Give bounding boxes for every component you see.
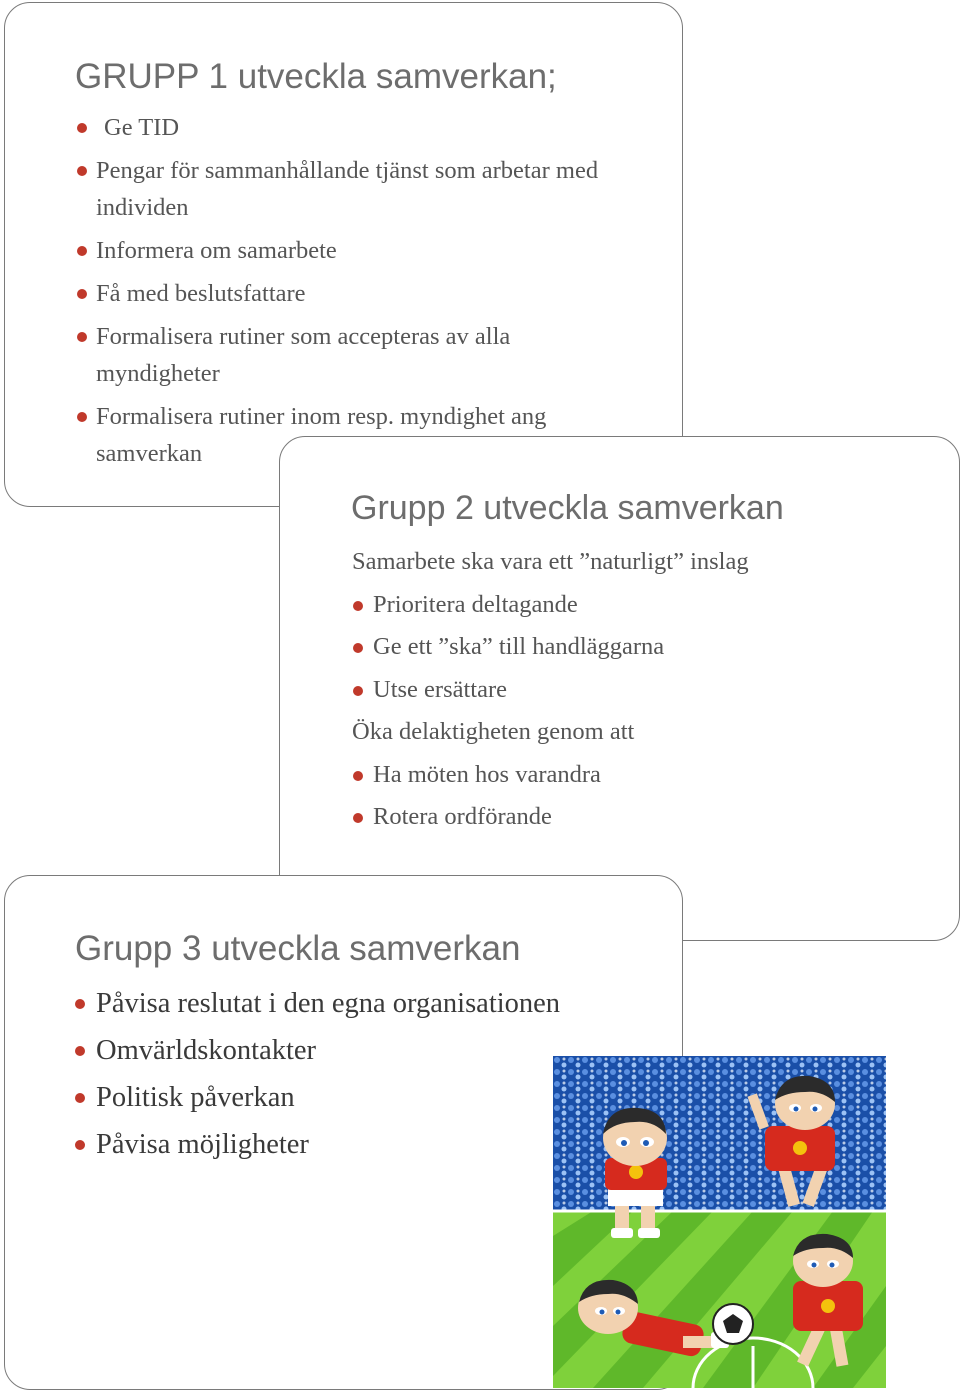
bullet-icon (77, 289, 87, 299)
soccer-players-illustration (553, 1056, 886, 1388)
bullet-icon (353, 813, 363, 823)
list-item: Ha möten hos varandra (352, 754, 932, 797)
list-item: Utse ersättare (352, 669, 932, 712)
stadium-crowd (553, 1056, 886, 1216)
list-item: Formalisera rutiner inom resp. myndighet ang samverkan (77, 398, 637, 472)
bullet-icon (353, 686, 363, 696)
list-item: Formalisera rutiner som accepteras av alla myndigheter (77, 318, 637, 392)
list-item: Politisk påverkan (75, 1074, 675, 1121)
bullet-icon (77, 166, 87, 176)
bullet-icon (77, 412, 87, 422)
slide-2-content (352, 541, 932, 839)
bullet-icon (75, 1046, 85, 1056)
slide-2-bullet-list-1 (352, 584, 932, 712)
list-item: Pengar för sammanhållande tjänst som arbetar med individen (77, 152, 637, 226)
bullet-icon (75, 999, 85, 1009)
list-item: Omvärldskontakter (75, 1027, 675, 1074)
list-item: Ge ett ”ska” till handläggarna (352, 626, 932, 669)
slide-2-bullet-list-2 (352, 754, 932, 839)
list-item: Ge TID (77, 109, 637, 146)
bullet-icon (75, 1093, 85, 1103)
soccer-ball-icon (713, 1304, 753, 1344)
slide-group-2 (279, 436, 960, 941)
bullet-icon (77, 332, 87, 342)
slide-2-title: Grupp 2 utveckla samverkan (351, 489, 784, 527)
bullet-icon (353, 643, 363, 653)
slide-1-bullet-list (77, 109, 637, 478)
list-item: Rotera ordförande (352, 796, 932, 839)
bullet-icon (353, 771, 363, 781)
list-item: Få med beslutsfattare (77, 275, 637, 312)
bullet-icon (75, 1140, 85, 1150)
slide-group-3 (4, 875, 683, 1390)
slide-2-intro-1: Samarbete ska vara ett ”naturligt” inslag (352, 548, 749, 575)
bullet-icon (353, 601, 363, 611)
list-item: Informera om samarbete (77, 232, 637, 269)
list-item: Påvisa möjligheter (75, 1121, 675, 1168)
slide-group-1 (4, 2, 683, 507)
bullet-icon (77, 246, 87, 256)
list-item: Prioritera deltagande (352, 584, 932, 627)
bullet-icon (77, 123, 87, 133)
slide-1-title: GRUPP 1 utveckla samverkan; (75, 57, 557, 96)
list-item: Påvisa reslutat i den egna organisationen (75, 980, 675, 1027)
slide-3-title: Grupp 3 utveckla samverkan (75, 929, 521, 968)
slide-2-intro-2: Öka delaktigheten genom att (352, 718, 635, 745)
